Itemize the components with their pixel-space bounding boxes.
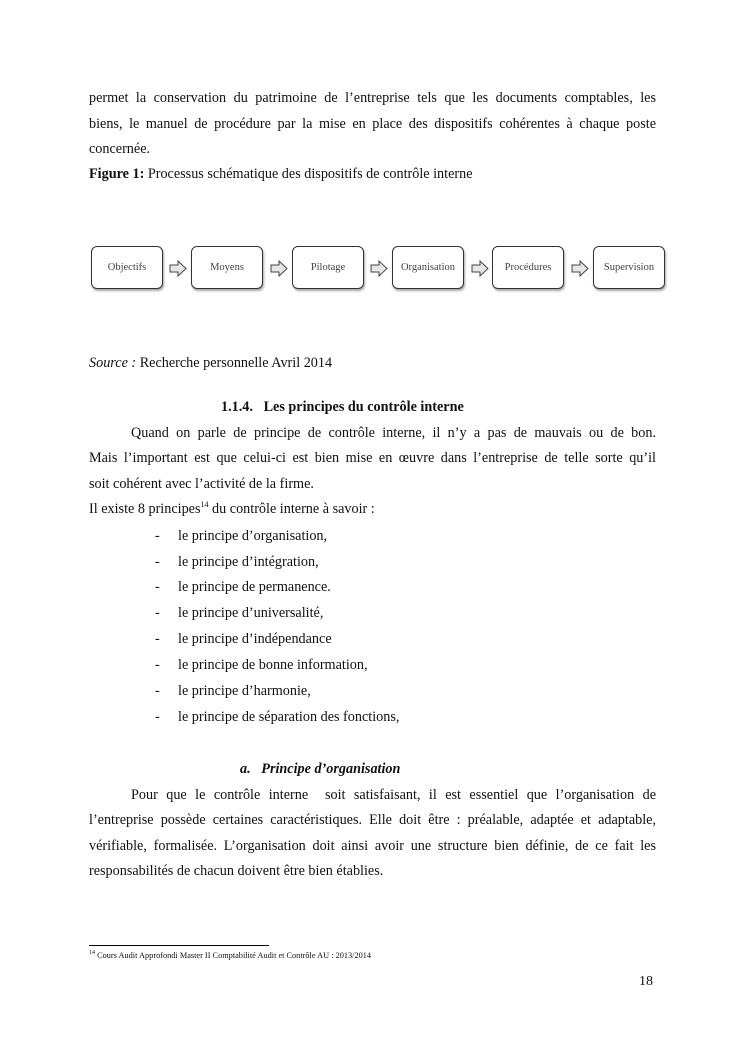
bullet-dash: -: [155, 528, 160, 544]
figure-caption-text: Processus schématique des dispositifs de contrôle interne: [144, 166, 473, 182]
figure-caption: [89, 166, 656, 183]
bullet-dash: -: [155, 683, 160, 699]
section-p2: [89, 501, 656, 518]
subsection-line-4: responsabilités de chacun doivent être bien établies.: [89, 863, 384, 879]
page-number: 18: [639, 974, 653, 989]
list-item-text: le principe d’indépendance: [178, 631, 332, 647]
list-item-text: le principe d’harmonie,: [178, 683, 311, 699]
step-box-objectifs: Objectifs: [91, 246, 163, 289]
list-item-text: le principe de permanence.: [178, 579, 331, 595]
subsection-line-1: Pour que le contrôle interne soit satisfaisant, il est essentiel que l’organisation de: [131, 787, 656, 803]
section-p1-line-1: Quand on parle de principe de contrôle interne, il n’y a pas de mauvais ou de bon.: [131, 425, 656, 441]
intro-line-1: permet la conservation du patrimoine de l’entreprise tels que les documents comptables, les: [89, 90, 656, 106]
arrow-right-icon: [571, 260, 589, 277]
step-box-supervision: Supervision: [593, 246, 665, 289]
section-p1-line-2: Mais l’important est que celui-ci est bien mise en œuvre dans l’entreprise de telle sorte qu’il: [89, 450, 656, 466]
bullet-dash: -: [155, 605, 160, 621]
figure-source: [89, 355, 656, 372]
bullet-dash: -: [155, 631, 160, 647]
bullet-dash: -: [155, 554, 160, 570]
footnote-number: 14: [89, 950, 95, 956]
section-p1-line-3: soit cohérent avec l’activité de la firme.: [89, 476, 314, 492]
step-box-organisation: Organisation: [392, 246, 464, 289]
subsection-line-3: vérifiable, formalisée. L’organisation doit ainsi avoir une structure bien définie, de ce fait les: [89, 838, 656, 854]
subsection-heading: a. Principe d’organisation: [240, 761, 401, 777]
intro-line-2: biens, le manuel de procédure par la mise en place des dispositifs cohérentes à chaque poste: [89, 116, 656, 132]
list-item-text: le principe d’universalité,: [178, 605, 324, 621]
list-item-text: le principe de bonne information,: [178, 657, 368, 673]
list-item-text: le principe d’organisation,: [178, 528, 328, 544]
source-label: Source :: [89, 355, 137, 371]
source-text: Recherche personnelle Avril 2014: [136, 355, 333, 371]
figure-label: Figure 1:: [89, 166, 145, 182]
section-heading: 1.1.4. Les principes du contrôle interne: [221, 399, 464, 415]
arrow-right-icon: [471, 260, 489, 277]
p2-after: du contrôle interne à savoir :: [208, 501, 375, 517]
step-box-pilotage: Pilotage: [292, 246, 364, 289]
list-item-text: le principe d’intégration,: [178, 554, 319, 570]
bullet-dash: -: [155, 657, 160, 673]
bullet-dash: -: [155, 579, 160, 595]
step-box-procedures: Procédures: [492, 246, 564, 289]
arrow-right-icon: [169, 260, 187, 277]
arrow-right-icon: [370, 260, 388, 277]
bullet-dash: -: [155, 709, 160, 725]
intro-line-3: concernée.: [89, 141, 151, 157]
p2-before: Il existe 8 principes: [89, 501, 201, 517]
list-item-text: le principe de séparation des fonctions,: [178, 709, 400, 725]
footnote: [89, 951, 371, 960]
process-diagram: [89, 243, 669, 295]
arrow-right-icon: [270, 260, 288, 277]
footnote-separator: [89, 945, 269, 946]
footnote-text: Cours Audit Approfondi Master II Comptabilité Audit et Contrôle AU : 2013/2014: [95, 951, 372, 960]
subsection-line-2: l’entreprise possède certaines caractéristiques. Elle doit être : préalable, adaptée et adaptable,: [89, 812, 656, 828]
step-box-moyens: Moyens: [191, 246, 263, 289]
footnote-ref: 14: [200, 500, 209, 509]
